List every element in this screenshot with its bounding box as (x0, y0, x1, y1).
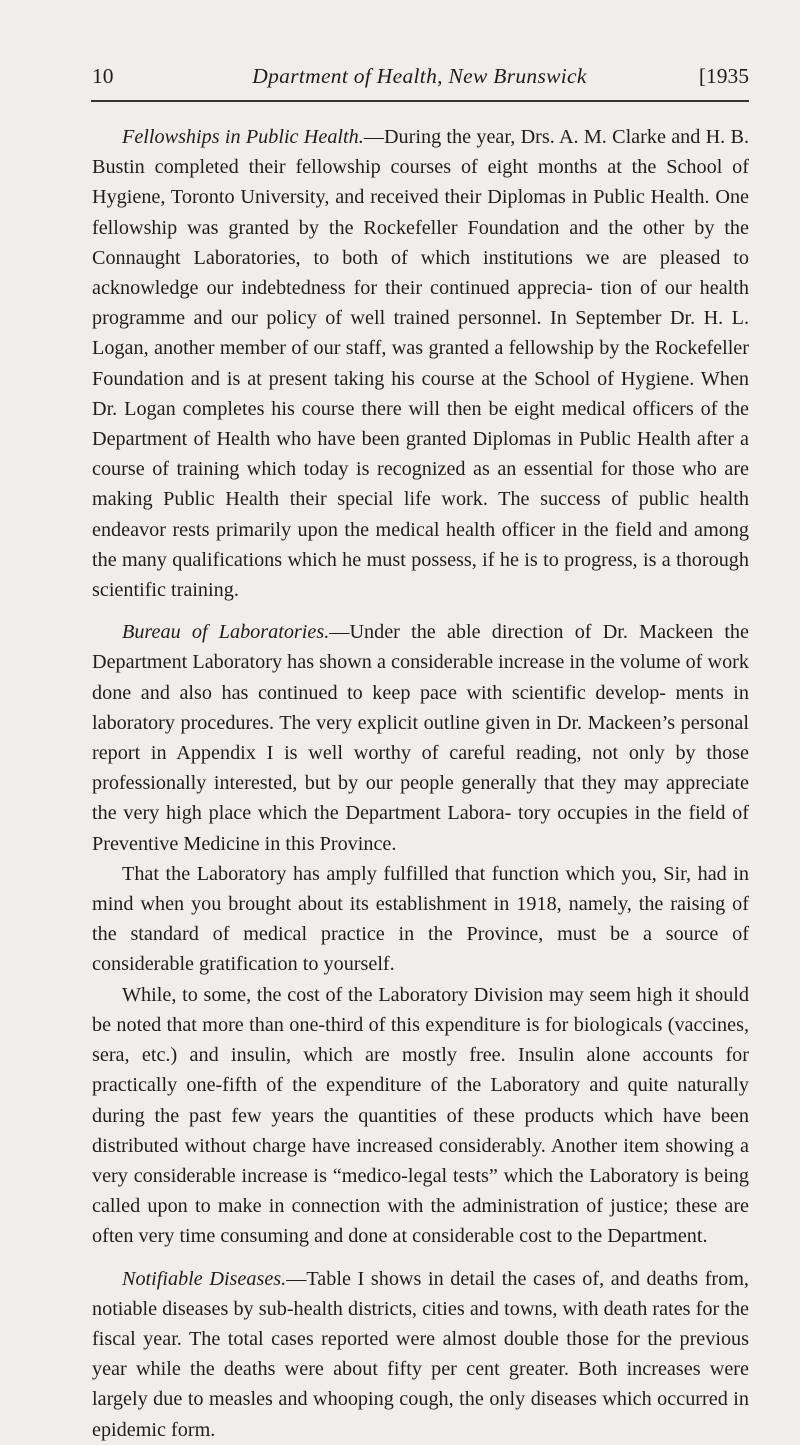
paragraph-text: That the Laboratory has amply fulfilled that function which you, Sir, had in mind when you brought about its establishment in 1918, namely, the raising of the standard of medical practice in the Province, must be a source of considerable gratification to yourself. (92, 862, 749, 976)
section-heading-notifiable-diseases: Notifiable Diseases. (122, 1267, 287, 1290)
paragraph-fellowships (92, 122, 749, 605)
paragraph-notifiable-diseases (92, 1264, 749, 1445)
section-heading-laboratories: Bureau of Laboratories. (122, 621, 330, 644)
paragraph-text: —Under the able direction of Dr. Mackeen the Department Laboratory has shown a considerable increase in the volume of work done and also has continued to keep pace with scientific develop- ments in laboratory procedures. The very explicit outline given in Dr. Mackeen’s personal report in Appendix I is well worthy of careful reading, not only by those professionally interested, but by our people generally that they may appreciate the very high place which the Department Labora- tory occupies in the field of Preventive Medicine in this Province. (92, 621, 749, 855)
running-title: Dpartment of Health, New Brunswick (252, 64, 587, 88)
header-rule (91, 100, 749, 102)
paragraph-laboratory-cost (92, 980, 749, 1252)
paragraph-text: While, to some, the cost of the Laboratory Division may seem high it should be noted that more than one-third of this expenditure is for biologicals (vaccines, sera, etc.) and insulin, which are mostly free. Insulin alone accounts for practically one-fifth of the expenditure of the Laboratory and quite naturally during the past few years the quantities of these products which have been distributed without charge have increased considerably. Another item showing a very considerable increase is “medico-legal tests” which the Laboratory is being called upon to make in connection with the administration of justice; these are often very time consuming and done at considerable cost to the Department. (92, 983, 749, 1248)
section-heading-fellowships: Fellowships in Public Health. (122, 126, 364, 148)
paragraph-laboratories (92, 617, 749, 859)
header-year: [1935 (698, 64, 749, 88)
page-number: 10 (92, 64, 114, 88)
paragraph-text: —Table I shows in detail the cases of, and deaths from, notiable diseases by sub-health districts, cities and towns, with death rates for the fiscal year. The total cases reported were almost double those for the previous year while the deaths were about fifty per cent greater. Both increases were largely due to measles and whooping cough, the only diseases which occurred in epidemic form. (92, 1267, 749, 1441)
paragraph-text: —During the year, Drs. A. M. Clarke and H. B. Bustin completed their fellowship courses of eight months at the School of Hygiene, Toronto University, and received their Diplomas in Public Health. One fellowship was granted by the Rockefeller Foundation and the other by the Connaught Laboratories, to both of which institutions we are pleased to acknowledge our indebtedness for their continued apprecia- tion of our health programme and our policy of well trained personnel. In September Dr. H. L. Logan, another member of our staff, was granted a fellowship by the Rockefeller Foundation and is at present taking his course at the School of Hygiene. When Dr. Logan completes his course there will then be eight medical officers of the Department of Health who have been granted Diplomas in Public Health after a course of training which today is recognized as an essential for those who are making Public Health their special life work. The success of public health endeavor rests primarily upon the medical health officer in the field and among the many qualifications which he must possess, if he is to progress, is a thorough scientific training. (92, 126, 750, 602)
body-text (92, 122, 749, 1445)
paragraph-laboratory-function (92, 859, 749, 980)
running-header (90, 64, 749, 100)
